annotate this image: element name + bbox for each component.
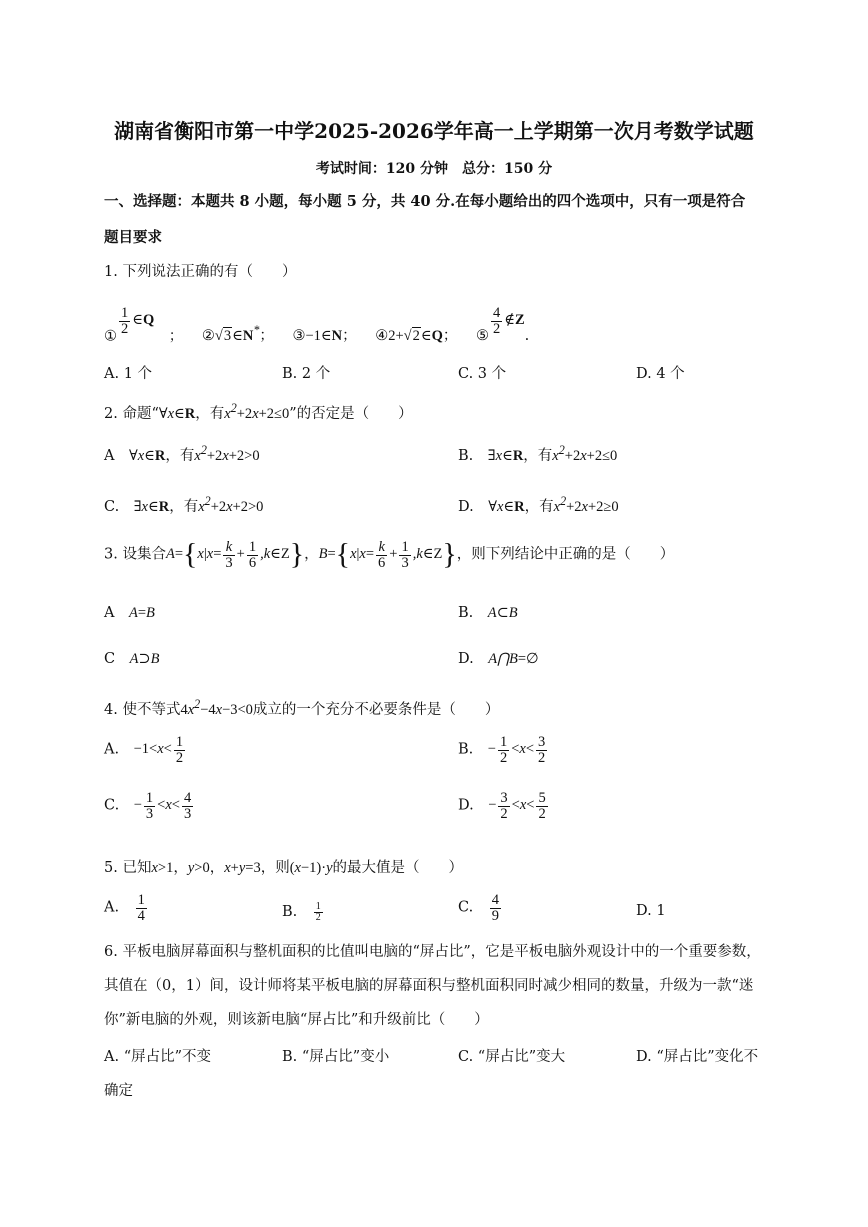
q6-option-b: B. “屏占比”变小: [282, 1049, 390, 1065]
q4-option-d: D. − $\frac{3}{2}$ <x< $\frac{5}{2}$: [458, 790, 546, 822]
q3-stem: 3. 设集合A={x|x= $\frac{k}{3}$ + $\frac{1}{6}$ ,k∈Z}，B={x|x= $\frac{k}{6}$ + $\frac{1}{3}$ ,k∈Z}，则下列结论中正确的是（ ）: [104, 538, 675, 571]
q6-option-a: A. “屏占比”不变: [104, 1049, 212, 1065]
q6-stem: 6. 平板电脑屏幕面积与整机面积的比值叫电脑的“屏占比”，它是平板电脑外观设计中的一个重要参数，其值在（0，1）间，设计师将某平板电脑的屏幕面积与整机面积同时减少相同的数量，升级为一款“迷你”新电脑的外观，则该新电脑“屏占比”和升级前比（ ）: [104, 944, 761, 1028]
q2-option-d: D. ∀x∈R，有$x^2+2x+2\ge 0$: [458, 494, 619, 515]
exam-info: 考试时间：120 分钟 总分：150 分: [315, 161, 553, 177]
q1-option-c: C. 3 个: [458, 366, 507, 382]
q5-stem: 5. 已知x>1，y>0，x+y=3，则(x−1)·y的最大值是（ ）: [104, 860, 464, 876]
q1-item-2: ②√3∈N*；: [201, 323, 274, 345]
q2-option-c: C. ∃x∈R，有$x^2+2x+2>0$: [104, 494, 264, 515]
q3-option-a: A A=B: [104, 605, 155, 621]
q5-option-d: D. 1: [636, 903, 666, 919]
q4-option-b: B. − $\frac{1}{2}$ <x< $\frac{3}{2}$: [458, 734, 546, 766]
q1-option-b: B. 2 个: [282, 366, 331, 382]
q1-item-4: ④2+√2∈Q；: [375, 328, 458, 345]
q1-item-3: ③−1∈N；: [292, 328, 357, 345]
q4-option-c: C. − $\frac{1}{3}$ <x< $\frac{4}{3}$: [104, 790, 192, 822]
q1-stem: 1. 下列说法正确的有（ ）: [104, 264, 297, 280]
q1-option-a: A. 1 个: [104, 366, 153, 382]
section-heading: 一、选择题：本题共 8 小题，每小题 5 分，共 40 分.在每小题给出的四个选项中，只有一项是符合: [104, 193, 746, 210]
q1-item-5: ⑤ $\frac{4}{2}$ ∉Z.: [476, 305, 530, 345]
page-title: 湖南省衡阳市第一中学2025-2026学年高一上学期第一次月考数学试题: [114, 119, 754, 143]
q6-option-d-cont: 确定: [104, 1083, 133, 1099]
q1-items: [104, 305, 530, 352]
q3-option-c: C A⊃B: [104, 651, 160, 667]
q4-stem: 4. 使不等式$4x^2-4x-3<0$成立的一个充分不必要条件是（ ）: [104, 697, 500, 718]
q2-stem: 2. 命题“∀x∈R，有$x^2+2x+2\le 0$”的否定是（ ）: [104, 401, 413, 422]
q3-option-d: D. A⋂B=∅: [458, 651, 539, 667]
q1-item-1: ① $\frac{1}{2}$ ∈Q ；: [104, 305, 184, 345]
q5-option-c: C. $\frac{4}{9}$: [458, 892, 499, 924]
q2-option-b: B. ∃x∈R，有$x^2+2x+2\le 0$: [458, 443, 618, 464]
q4-option-a: A. −1<x< $\frac{1}{2}$: [104, 734, 184, 766]
section-heading-cont: 题目要求: [104, 229, 162, 246]
q1-option-d: D. 4 个: [636, 366, 685, 382]
q2-option-a: A ∀x∈R，有$x^2+2x+2>0$: [104, 443, 260, 464]
q6-option-c: C. “屏占比”变大: [458, 1049, 566, 1065]
q5-option-b: B. $\frac{1}{2}$: [282, 901, 321, 924]
q5-option-a: A. $\frac{1}{4}$: [104, 892, 145, 924]
q6-option-d: D. “屏占比”变化不: [636, 1049, 759, 1065]
q3-option-b: B. A⊂B: [458, 605, 518, 621]
